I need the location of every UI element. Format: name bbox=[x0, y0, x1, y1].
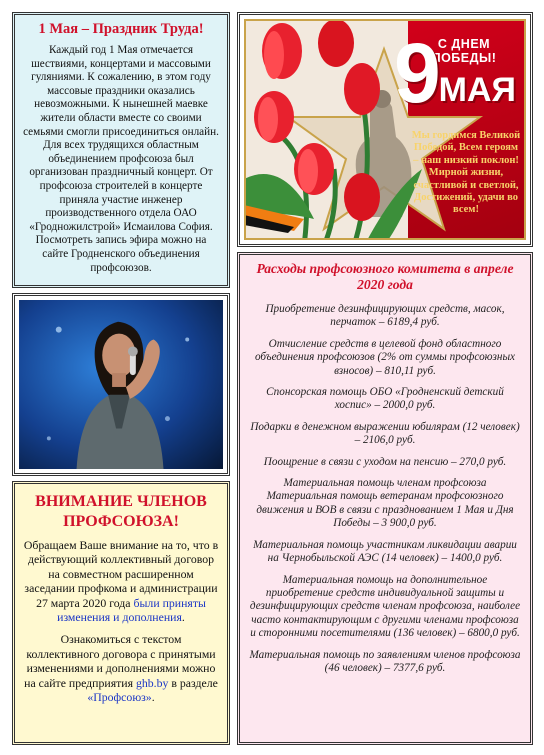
poster-image bbox=[244, 19, 526, 240]
singer-figure-icon bbox=[19, 300, 223, 469]
expense-item: Материальная помощь на дополнительное приобретение средств индивидуальной защиты и дезинфицирующих средств членам профсоюза, наиболее часто контактирующим с другими членами профсоюза и сторонними посетителями (136 человек) – 6800,0 руб. bbox=[249, 573, 521, 640]
expense-item: Поощрение в связи с уходом на пенсию – 270,0 руб. bbox=[263, 455, 507, 468]
expense-item: Материальная помощь участникам ликвидации аварии на Чернобыльской АЭС (14 человек) – 1400,0 руб. bbox=[253, 538, 517, 565]
expense-item: Материальная помощь по заявлениям членов профсоюза (46 человек) – 7377,6 руб. bbox=[249, 648, 521, 674]
attention-text-1a: Обращаем Ваше внимание на то, что в действующий коллективный договор на совместном расширенном заседании профкома и администрации 27 марта 2020 года bbox=[23, 538, 219, 610]
may-day-article bbox=[12, 12, 230, 288]
attention-paragraph-1 bbox=[23, 538, 219, 624]
site-link[interactable]: ghb.by bbox=[135, 675, 169, 690]
expenses-title: Расходы профсоюзного комитета в апреле 2020 года bbox=[256, 261, 514, 292]
attention-paragraph-2 bbox=[23, 632, 219, 704]
section-link[interactable]: «Профсоюз» bbox=[87, 690, 152, 705]
attention-text-1c: . bbox=[181, 610, 185, 625]
poster-day: 9 bbox=[394, 26, 441, 120]
may-day-body: Каждый год 1 Мая отмечается шествиями, концертами и массовыми гуляниями. К сожалению, в этом году массовые праздники оказались невозможными. К нынешней маевке жители области вместе со своими семьями смогли присоединиться онлайн. Для всех трудящихся областным объединением профсоюза был организован праздничный концерт. От профсоюза строителей в концерте приняла участие инженер производственного отдела ОАО «Гродножилстрой» Исмаилова София. Посмотреть запись эфира можно на сайте Гродненского объединения профсоюзов. bbox=[23, 44, 219, 274]
changes-accepted-text: были приняты изменения и дополнения bbox=[57, 595, 206, 625]
attention-text-2b: в разделе bbox=[168, 675, 218, 690]
expense-item: Приобретение дезинфицирующих средств, масок, перчаток – 6189,4 руб. bbox=[265, 303, 505, 329]
poster-greeting: С ДНЕМ ПОБЕДЫ! bbox=[431, 37, 497, 65]
expense-item: Материальная помощь членам профсоюза Материальная помощь ветеранам профсоюзного движения и ВОВ в связи с празднованием 1 Мая и Дня Победы – 3 900,0 руб. bbox=[256, 477, 514, 530]
attention-text-2a: Ознакомиться с текстом коллективного договора с принятыми изменениями и дополнениями можно на сайте предприятия bbox=[24, 632, 216, 690]
poster-poem: Мы гордимся Великой Победой, Всем героям – наш низкий поклон! Мирной жизни, счастливой и светлой, Достижений, удачи во всем! bbox=[411, 130, 521, 216]
singer-photo bbox=[12, 293, 230, 476]
victory-day-poster bbox=[237, 12, 533, 247]
attention-title: ВНИМАНИЕ ЧЛЕНОВ ПРОФСОЮЗА! bbox=[35, 493, 207, 530]
expenses-report bbox=[237, 252, 533, 745]
poster-month: МАЯ bbox=[438, 71, 516, 109]
attention-text-2c: . bbox=[151, 690, 155, 705]
expense-item: Спонсорская помощь ОБО «Гродненский детский хоспис» – 2000,0 руб. bbox=[266, 386, 504, 412]
expenses-list bbox=[248, 303, 522, 675]
concert-photo bbox=[19, 300, 223, 469]
attention-notice bbox=[12, 481, 230, 745]
expense-item: Отчисление средств в целевой фонд областного объединения профсоюзов (2% от суммы профсоюзных взносов) – 810,11 руб. bbox=[254, 337, 516, 377]
expense-item: Подарки в денежном выражении юбилярам (12 человек) – 2106,0 руб. bbox=[250, 420, 520, 447]
may-day-title: 1 Мая – Праздник Труда! bbox=[38, 21, 204, 37]
